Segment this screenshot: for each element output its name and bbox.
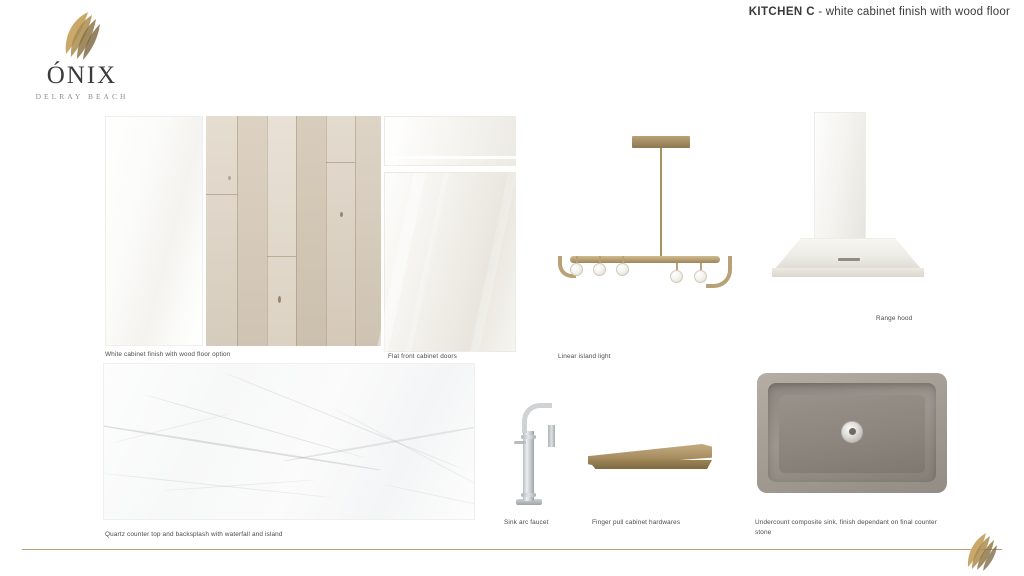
caption-flat-front-cabinet-doors: Flat front cabinet doors (388, 353, 457, 360)
cabinet-door-upper (384, 116, 516, 166)
swatch-white-cabinet-finish (105, 116, 203, 346)
light-globe (593, 263, 606, 276)
swatch-flat-front-cabinet-doors (384, 116, 516, 352)
faucet-ring (521, 493, 536, 497)
caption-range-hood: Range hood (876, 315, 913, 322)
brand-subtitle: DELRAY BEACH (35, 92, 129, 101)
caption-sink-arc-faucet: Sink arc faucet (504, 519, 549, 526)
light-drop-rod (660, 148, 662, 258)
caption-undercount-composite-sink: Undercount composite sink, finish dependant on final counter stone (755, 519, 938, 536)
figure-range-hood (770, 112, 930, 307)
figure-sink-arc-faucet (500, 395, 570, 515)
light-globe (670, 270, 683, 283)
sink-drain-icon (841, 421, 863, 443)
footer-divider (22, 549, 1002, 550)
range-hood-control-slot (838, 258, 860, 261)
faucet-handle (514, 441, 526, 444)
faucet-spout (548, 425, 555, 447)
light-globe (694, 270, 707, 283)
finger-pull-edge (588, 460, 712, 469)
brand-name: ÓNIX (46, 62, 118, 89)
light-globe (616, 263, 629, 276)
range-hood-canopy (774, 238, 922, 270)
caption-linear-island-light: Linear island light (558, 353, 611, 360)
brand-logo (22, 10, 142, 105)
caption-white-cabinet-wood-floor: White cabinet finish with wood floor option (105, 351, 231, 358)
faucet-ring (521, 435, 536, 439)
page-title-rest: - white cabinet finish with wood floor (814, 6, 1010, 18)
range-hood-lip (772, 268, 924, 277)
onix-feather-logo-icon (58, 10, 102, 62)
swatch-wood-floor (206, 116, 381, 346)
light-canopy (632, 136, 690, 148)
caption-finger-pull-hardware: Finger pull cabinet hardwares (592, 519, 681, 526)
figure-linear-island-light (548, 124, 753, 304)
light-bar (570, 256, 720, 263)
onix-feather-mark-icon (962, 532, 998, 572)
page-title-bold: KITCHEN C (748, 6, 815, 18)
figure-finger-pull-hardware (588, 432, 713, 484)
cabinet-door-lower (384, 172, 516, 352)
light-globe (570, 263, 583, 276)
figure-undercount-composite-sink (757, 373, 947, 493)
page-title (749, 6, 1010, 18)
caption-quartz-counter: Quartz counter top and backsplash with waterfall and island (105, 531, 283, 538)
swatch-quartz-counter (103, 363, 475, 520)
light-bar-right-curve (706, 256, 732, 288)
range-hood-chimney (814, 112, 866, 252)
